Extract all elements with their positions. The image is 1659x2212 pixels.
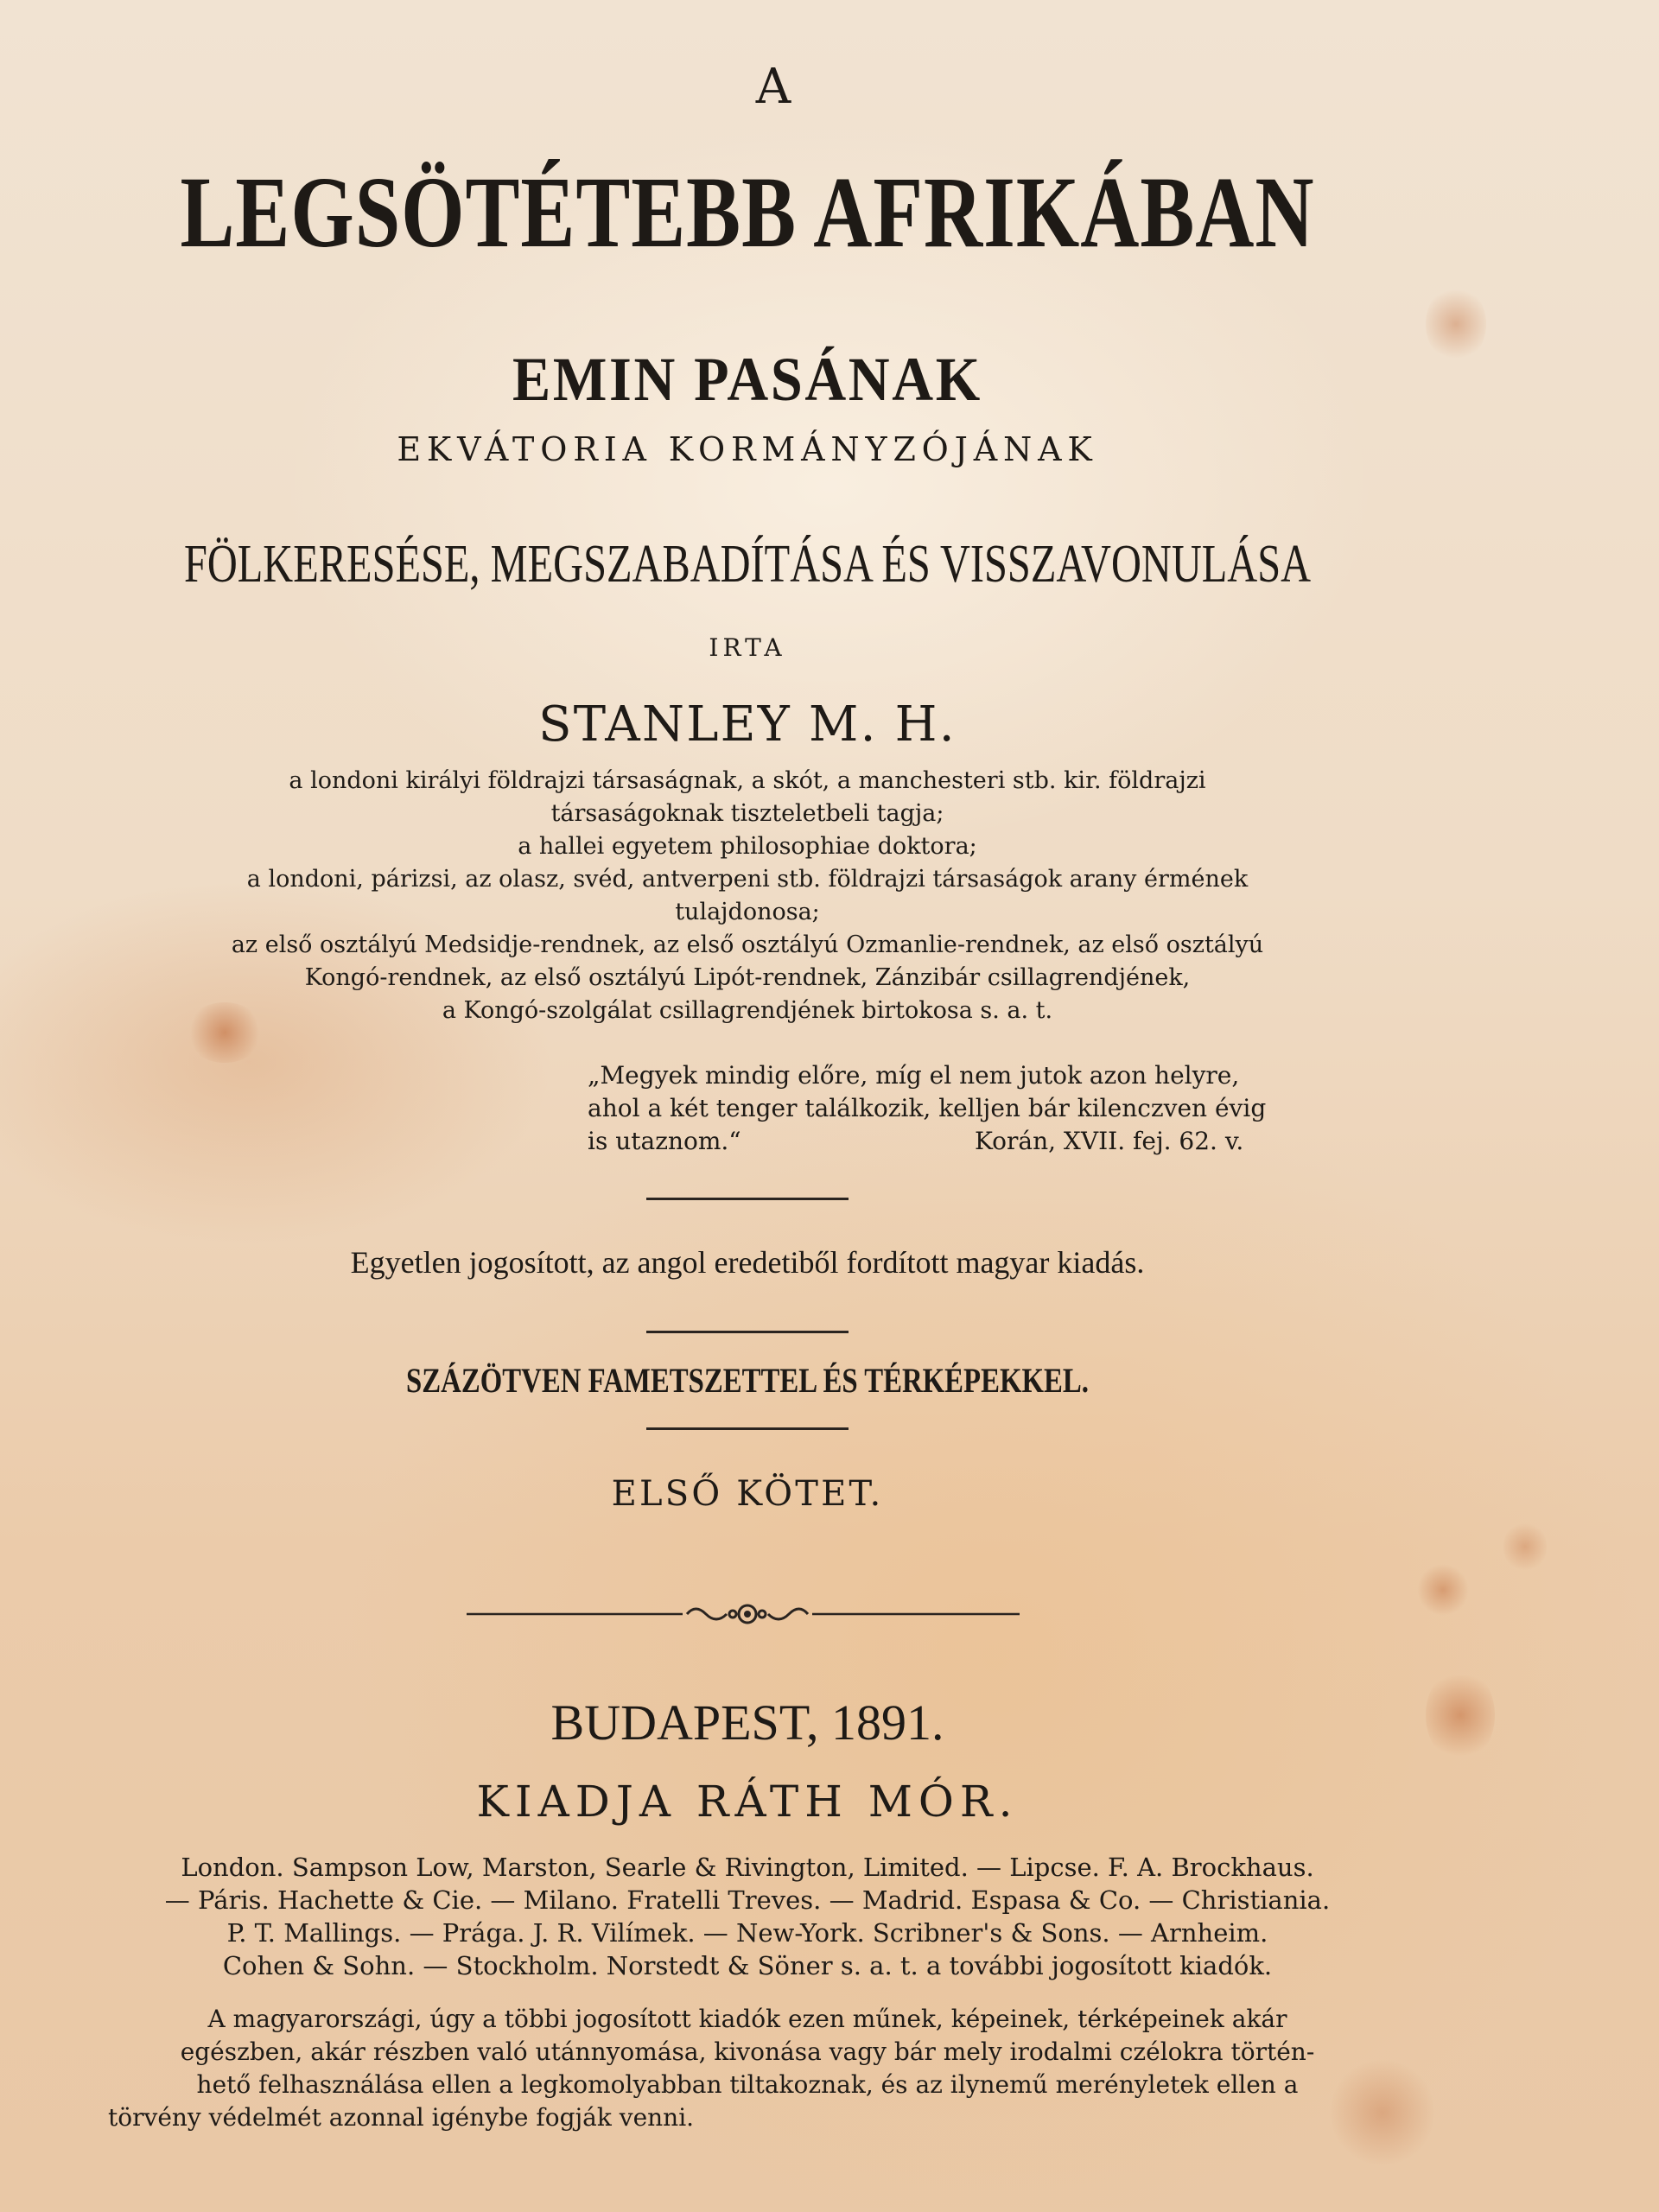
epigraph-line: ahol a két tenger találkozik, kelljen bár kilenczven évig (588, 1094, 1267, 1122)
credential-line: a Kongó-szolgálat csillagrendjének birtokosa s. a. t. (442, 997, 1053, 1024)
credential-line: az első osztályú Medsidje-rendnek, az első osztályú Ozmanlie-rendnek, az első osztályú (231, 931, 1264, 958)
co-publisher-line: — Páris. Hachette & Cie. — Milano. Fratelli Treves. — Madrid. Espasa & Co. — Christiania. (164, 1885, 1331, 1915)
author-name: STANLEY M. H. (538, 696, 957, 753)
copyright-line: hető felhasználása ellen a legkomolyabban tiltakoznak, és az ilynemű merényletek ellen a (196, 2070, 1299, 2099)
foxing-stain (1503, 1521, 1547, 1573)
copyright-line: egészben, akár részben való utánnyomása, kivonása vagy bár mely irodalmi czélokra történ- (180, 2037, 1315, 2066)
divider-rule (646, 1331, 849, 1333)
subject-role: EKVÁTORIA KORMÁNYZÓJÁNAK (397, 430, 1098, 468)
co-publisher-line: London. Sampson Low, Marston, Searle & Rivington, Limited. — Lipcse. F. A. Brockhaus. (181, 1853, 1314, 1882)
epigraph-source: Korán, XVII. fej. 62. v. (975, 1127, 1244, 1155)
by-label: IRTA (709, 633, 786, 662)
co-publisher-line: Cohen & Sohn. — Stockholm. Norstedt & Söner s. a. t. a további jogosított kiadók. (222, 1951, 1273, 1980)
book-title: LEGSÖTÉTEBB AFRIKÁBAN (180, 156, 1315, 269)
credential-line: Kongó-rendnek, az első osztályú Lipót-rendnek, Zánzibár csillagrendjének, (304, 964, 1191, 991)
credential-line: társaságoknak tiszteletbeli tagja; (550, 800, 944, 827)
epigraph-line: „Megyek mindig előre, míg el nem jutok azon helyre, (588, 1061, 1240, 1090)
volume-label: ELSŐ KÖTET. (611, 1474, 884, 1514)
credential-line: a londoni, párizsi, az olasz, svéd, antverpeni stb. földrajzi társaságok arany érmének (246, 866, 1249, 893)
publisher: KIADJA RÁTH MÓR. (476, 1777, 1019, 1827)
subtitle: FÖLKERESÉSE, MEGSZABADÍTÁSA ÉS VISSZAVONULÁSA (183, 535, 1312, 594)
copyright-line: törvény védelmét azonnal igénybe fogják venni. (108, 2103, 695, 2132)
credential-line: a londoni királyi földrajzi társaságnak, a skót, a manchesteri stb. kir. földrajzi (289, 767, 1206, 794)
edition-note: Egyetlen jogosított, az angol eredetiből fordított magyar kiadás. (350, 1245, 1145, 1280)
subject-name: EMIN PASÁNAK (512, 345, 982, 414)
credential-line: tulajdonosa; (675, 899, 820, 925)
divider-rule (646, 1198, 849, 1200)
co-publisher-line: P. T. Mallings. — Prága. J. R. Vilímek. — New-York. Scribner's & Sons. — Arnheim. (226, 1918, 1268, 1948)
credential-line: a hallei egyetem philosophiae doktora; (518, 833, 977, 860)
imprint-place-year: BUDAPEST, 1891. (550, 1694, 944, 1751)
copyright-line: A magyarországi, úgy a többi jogosított kiadók ezen műnek, képeinek, térképeinek akár (207, 2005, 1287, 2033)
ornament-divider (0, 1597, 1659, 1631)
epigraph-line: is utaznom.“ (588, 1127, 741, 1155)
divider-rule (646, 1427, 849, 1430)
title-article: A (755, 59, 791, 115)
illustrations-note: SZÁZÖTVEN FAMETSZETTEL ÉS TÉRKÉPEKKEL. (406, 1361, 1089, 1400)
